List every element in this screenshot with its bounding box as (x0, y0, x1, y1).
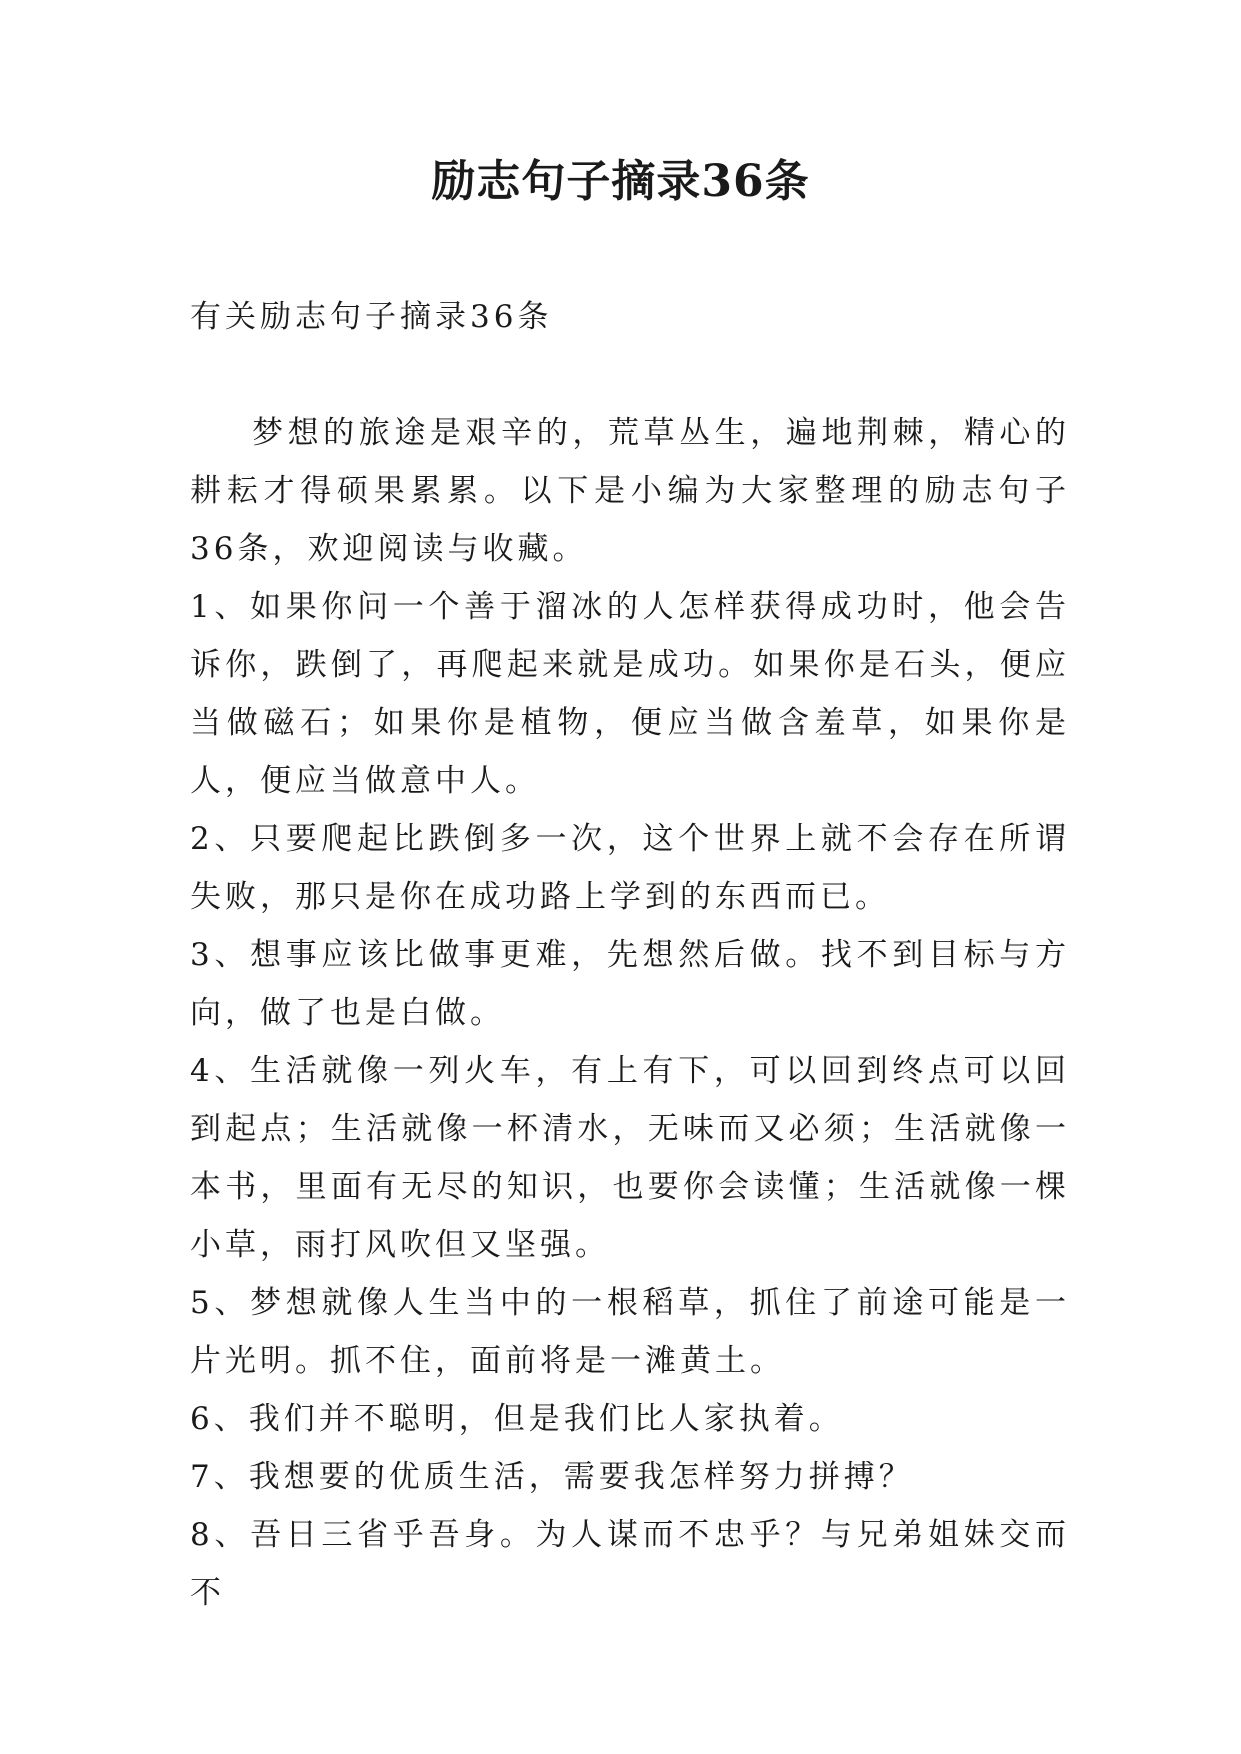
list-item: 2、只要爬起比跌倒多一次，这个世界上就不会存在所谓失败，那只是你在成功路上学到的东西而已。 (190, 821, 1070, 915)
list-item: 1、如果你问一个善于溜冰的人怎样获得成功时，他会告诉你，跌倒了，再爬起来就是成功。如果你是石头，便应当做磁石；如果你是植物，便应当做含羞草，如果你是人，便应当做意中人。 (190, 589, 1070, 799)
list-item: 8、吾日三省乎吾身。为人谋而不忠乎？与兄弟姐妹交而不 (190, 1517, 1070, 1611)
list-item: 3、想事应该比做事更难，先想然后做。找不到目标与方向，做了也是白做。 (190, 937, 1070, 1031)
list-item: 4、生活就像一列火车，有上有下，可以回到终点可以回到起点；生活就像一杯清水，无味而又必须；生活就像一本书，里面有无尽的知识，也要你会读懂；生活就像一棵小草，雨打风吹但又坚强。 (190, 1053, 1070, 1263)
list-item: 6、我们并不聪明，但是我们比人家执着。 (190, 1401, 844, 1437)
document-subtitle: 有关励志句子摘录36条 (190, 299, 553, 335)
intro-paragraph: 梦想的旅途是艰辛的，荒草丛生，遍地荆棘，精心的耕耘才得硕果累累。以下是小编为大家整理的励志句子36条，欢迎阅读与收藏。 (190, 415, 1070, 567)
document-title: 励志句子摘录36条 (431, 156, 810, 207)
document-body (190, 404, 1070, 1622)
list-item: 7、我想要的优质生活，需要我怎样努力拼搏？ (190, 1459, 914, 1495)
list-item: 5、梦想就像人生当中的一根稻草，抓住了前途可能是一片光明。抓不住，面前将是一滩黄土。 (190, 1285, 1070, 1379)
